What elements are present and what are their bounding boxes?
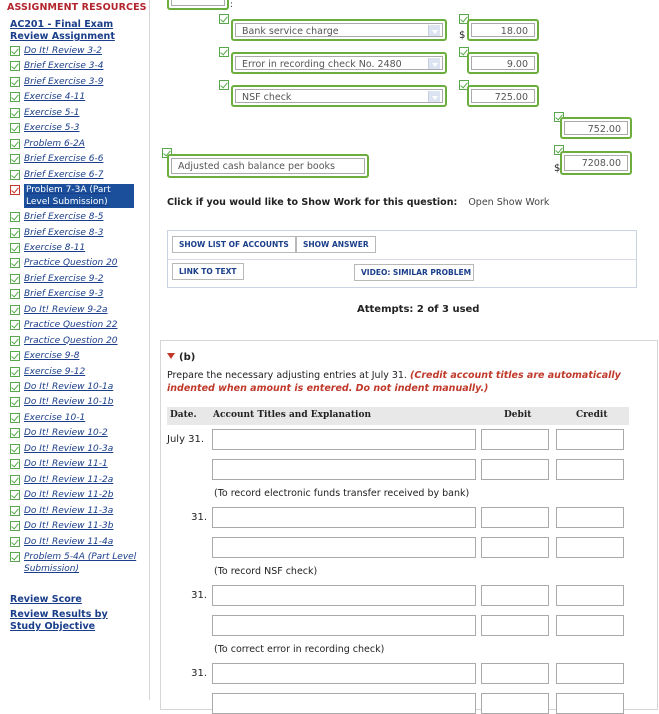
- credit-input[interactable]: [556, 585, 624, 606]
- debit-input[interactable]: [481, 615, 549, 636]
- checkbox-icon: [10, 212, 20, 222]
- checkbox-icon: [10, 428, 20, 438]
- sidebar-item-label: Brief Exercise 6-6: [24, 154, 104, 165]
- sidebar-item[interactable]: [10, 551, 147, 577]
- checkbox-icon: [10, 537, 20, 547]
- sidebar-item-label: Exercise 9-8: [24, 351, 80, 362]
- sidebar-item-label: Do It! Review 10-2: [24, 428, 108, 439]
- checkbox-icon: [10, 258, 20, 268]
- checkbox-icon: [10, 185, 20, 195]
- account-input[interactable]: [212, 537, 476, 558]
- sidebar-item-label: Do It! Review 11-1: [24, 459, 108, 470]
- part-b-toggle[interactable]: [167, 352, 195, 363]
- checkbox-icon: [10, 351, 20, 361]
- part-b-label: (b): [179, 352, 196, 363]
- credit-input[interactable]: [556, 693, 624, 714]
- sidebar-item[interactable]: [10, 319, 147, 334]
- checkbox-icon: [10, 243, 20, 253]
- account-select-3[interactable]: [231, 85, 447, 107]
- account-input[interactable]: [212, 693, 476, 714]
- sidebar-item-label: Practice Question 22: [24, 320, 118, 331]
- sidebar-item-label: Brief Exercise 3-9: [24, 76, 104, 87]
- show-work-prompt: Click if you would like to Show Work for this question:: [167, 197, 458, 208]
- sidebar-item-label: Exercise 9-12: [24, 366, 86, 377]
- review-score-link[interactable]: Review Score: [10, 594, 82, 605]
- entry-date: July 31.: [167, 434, 205, 445]
- entry-date: 31.: [191, 590, 207, 601]
- chevron-down-icon: [428, 91, 440, 103]
- chevron-down-icon: [428, 58, 440, 70]
- account-select-1[interactable]: [231, 19, 447, 41]
- debit-header: Debit: [504, 410, 532, 420]
- video-similar-problem-button[interactable]: VIDEO: SIMILAR PROBLEM: [354, 264, 474, 281]
- sidebar-item[interactable]: [10, 153, 147, 168]
- sidebar-item[interactable]: [10, 458, 147, 473]
- sidebar-item-label: Brief Exercise 9-3: [24, 289, 104, 300]
- checkbox-icon: [10, 444, 20, 454]
- chevron-down-icon: [428, 25, 440, 37]
- checkbox-icon: [10, 154, 20, 164]
- sidebar-item-label: Brief Exercise 8-3: [24, 227, 104, 238]
- sidebar-item-label: Brief Exercise 8-5: [24, 212, 104, 223]
- checkbox-icon: [10, 170, 20, 180]
- entry-date: 31.: [191, 668, 207, 679]
- check-icon: [219, 14, 229, 24]
- sidebar-item-label: Problem 7-3A (Part Level Submission): [24, 184, 134, 208]
- debit-input[interactable]: [481, 537, 549, 558]
- sidebar-item[interactable]: [10, 489, 147, 504]
- checkbox-icon: [10, 490, 20, 500]
- debit-input[interactable]: [481, 693, 549, 714]
- amount-field-1-value: 18.00: [471, 23, 535, 37]
- sidebar-item-label: Do It! Review 11-2b: [24, 490, 114, 501]
- checkbox-icon: [10, 108, 20, 118]
- sidebar-item[interactable]: [10, 76, 147, 91]
- show-answer-button[interactable]: SHOW ANSWER: [296, 236, 376, 253]
- sidebar-title: ASSIGNMENT RESOURCES: [7, 2, 147, 13]
- instruction-note: (Credit account titles are automatically indented when amount is entered. Do not indent manually.): [167, 370, 621, 394]
- amount-field-2-value: 9.00: [471, 56, 535, 70]
- entry-explanation: (To record electronic funds transfer received by bank): [214, 488, 470, 499]
- checkbox-icon: [10, 92, 20, 102]
- account-input[interactable]: [212, 459, 476, 480]
- debit-input[interactable]: [481, 429, 549, 450]
- sidebar-item[interactable]: [10, 381, 147, 396]
- checkbox-icon: [10, 506, 20, 516]
- credit-input[interactable]: [556, 615, 624, 636]
- account-select-2-value: Error in recording check No. 2480: [242, 59, 402, 70]
- sidebar-item-label: Brief Exercise 6-7: [24, 169, 104, 180]
- sidebar-item[interactable]: [10, 273, 147, 288]
- sidebar-item[interactable]: [10, 138, 147, 153]
- colon-mark: :: [230, 0, 234, 10]
- link-to-text-button[interactable]: LINK TO TEXT: [172, 263, 244, 280]
- entry-explanation: (To record NSF check): [214, 566, 318, 577]
- debit-input[interactable]: [481, 459, 549, 480]
- checkbox-icon: [10, 367, 20, 377]
- account-input[interactable]: [212, 507, 476, 528]
- sidebar-item[interactable]: [10, 184, 147, 210]
- show-work-row: [167, 197, 549, 208]
- checkbox-icon: [10, 274, 20, 284]
- attempts-counter: Attempts: 2 of 3 used: [357, 304, 480, 315]
- date-header: Date.: [170, 410, 197, 420]
- sidebar-item[interactable]: [10, 304, 147, 319]
- sidebar-item-label: Exercise 5-3: [24, 123, 80, 134]
- checkbox-icon: [10, 46, 20, 56]
- credit-input[interactable]: [556, 537, 624, 558]
- account-select-3-value: NSF check: [242, 92, 292, 103]
- checkbox-icon: [10, 475, 20, 485]
- debit-input[interactable]: [481, 507, 549, 528]
- sidebar-item[interactable]: [10, 335, 147, 350]
- account-header: Account Titles and Explanation: [213, 410, 372, 420]
- sidebar-item-label: Do It! Review 10-3a: [24, 443, 114, 454]
- adjusted-balance-select[interactable]: [167, 154, 369, 178]
- sidebar-item[interactable]: [10, 443, 147, 458]
- amount-field-1[interactable]: [467, 19, 539, 41]
- account-input[interactable]: [212, 615, 476, 636]
- adjusted-total-field[interactable]: [560, 151, 632, 175]
- sidebar-item[interactable]: [10, 505, 147, 520]
- sidebar-item[interactable]: [10, 427, 147, 442]
- assignment-sidebar: [0, 0, 150, 700]
- account-input[interactable]: [212, 585, 476, 606]
- sidebar-item-label: Exercise 8-11: [24, 242, 86, 253]
- checkbox-icon: [10, 552, 20, 562]
- sidebar-item-label: Practice Question 20: [24, 258, 118, 269]
- sidebar-item-label: Problem 6-2A: [24, 138, 85, 149]
- sidebar-item[interactable]: [10, 169, 147, 184]
- sidebar-item[interactable]: [10, 257, 147, 272]
- entry-date: 31.: [191, 512, 207, 523]
- sidebar-item-label: Do It! Review 11-3a: [24, 505, 114, 516]
- checkbox-icon: [10, 289, 20, 299]
- checkbox-icon: [10, 413, 20, 423]
- sidebar-item[interactable]: [10, 107, 147, 122]
- debit-input[interactable]: [481, 585, 549, 606]
- checkbox-icon: [10, 397, 20, 407]
- sidebar-item[interactable]: [10, 366, 147, 381]
- journal-table-header: [167, 407, 629, 425]
- credit-input[interactable]: [556, 429, 624, 450]
- checkbox-icon: [10, 77, 20, 87]
- sidebar-item-label: Do It! Review 11-4a: [24, 536, 114, 547]
- account-select-1-value: Bank service charge: [242, 26, 339, 37]
- review-results-link[interactable]: Review Results by Study Objective: [10, 609, 108, 632]
- credit-input[interactable]: [556, 663, 624, 684]
- checkbox-icon: [10, 382, 20, 392]
- sidebar-item[interactable]: [10, 91, 147, 106]
- sidebar-item[interactable]: [10, 45, 147, 60]
- sidebar-item[interactable]: [10, 350, 147, 365]
- sidebar-item-label: Practice Question 20: [24, 335, 118, 346]
- amount-field-2[interactable]: [467, 52, 539, 74]
- checkbox-icon: [10, 123, 20, 133]
- checkbox-icon: [10, 320, 20, 330]
- credit-input[interactable]: [556, 507, 624, 528]
- amount-field-3-value: 725.00: [471, 89, 535, 103]
- sidebar-item[interactable]: [10, 288, 147, 303]
- amount-field-3[interactable]: [467, 85, 539, 107]
- checkbox-icon: [10, 139, 20, 149]
- sidebar-item[interactable]: [10, 474, 147, 489]
- sidebar-item-label: Brief Exercise 3-4: [24, 61, 104, 72]
- sidebar-item-label: Do It! Review 11-3b: [24, 521, 114, 532]
- sidebar-item-label: Do It! Review 11-2a: [24, 474, 114, 485]
- panel-divider: [168, 259, 636, 260]
- debit-input[interactable]: [481, 663, 549, 684]
- checkbox-icon: [10, 459, 20, 469]
- sidebar-item[interactable]: [10, 412, 147, 427]
- adjusted-balance-label: Adjusted cash balance per books: [171, 158, 365, 174]
- dollar-sign: $: [459, 30, 466, 41]
- account-select-2[interactable]: [231, 52, 447, 74]
- sidebar-item[interactable]: [10, 520, 147, 535]
- dollar-sign: $: [554, 163, 561, 174]
- instruction-text: Prepare the necessary adjusting entries at July 31.: [167, 370, 407, 381]
- checkbox-icon: [10, 336, 20, 346]
- checkbox-icon: [10, 228, 20, 238]
- checkbox-icon: [10, 61, 20, 71]
- credit-input[interactable]: [556, 459, 624, 480]
- sidebar-item-label: Do It! Review 3-2: [24, 46, 103, 56]
- sidebar-item-label: Exercise 5-1: [24, 107, 80, 118]
- sidebar-item[interactable]: [10, 536, 147, 551]
- open-show-work-link[interactable]: Open Show Work: [468, 197, 550, 208]
- sidebar-item[interactable]: [10, 211, 147, 226]
- truncated-field[interactable]: [167, 0, 229, 10]
- subtotal-value: 752.00: [564, 121, 628, 135]
- assignment-link[interactable]: AC201 - Final Exam Review Assignment: [10, 19, 115, 42]
- sidebar-item[interactable]: [10, 122, 147, 137]
- subtotal-field[interactable]: [560, 117, 632, 139]
- part-b-instructions: [167, 369, 642, 395]
- sidebar-item-label: Problem 5-4A (Part Level Submission): [24, 551, 137, 574]
- sidebar-item[interactable]: [10, 396, 147, 411]
- checkbox-icon: [10, 521, 20, 531]
- sidebar-item-label: Do It! Review 10-1a: [24, 382, 114, 392]
- show-list-of-accounts-button[interactable]: SHOW LIST OF ACCOUNTS: [172, 236, 296, 253]
- sidebar-item-label: Brief Exercise 9-2: [24, 273, 104, 284]
- sidebar-item[interactable]: [10, 242, 147, 257]
- checkbox-icon: [10, 305, 20, 315]
- account-input[interactable]: [212, 429, 476, 450]
- sidebar-item-label: Exercise 4-11: [24, 92, 86, 103]
- sidebar-item-label: Exercise 10-1: [24, 412, 86, 423]
- check-icon: [219, 47, 229, 57]
- account-input[interactable]: [212, 663, 476, 684]
- sidebar-item[interactable]: [10, 60, 147, 75]
- sidebar-item[interactable]: [10, 227, 147, 242]
- check-icon: [219, 80, 229, 90]
- sidebar-item-label: Do It! Review 9-2a: [24, 304, 108, 315]
- credit-header: Credit: [576, 410, 608, 420]
- entry-explanation: (To correct error in recording check): [214, 644, 385, 655]
- sidebar-item-label: Do It! Review 10-1b: [24, 397, 114, 408]
- adjusted-total-value: 7208.00: [564, 155, 628, 171]
- triangle-down-icon: [167, 353, 175, 359]
